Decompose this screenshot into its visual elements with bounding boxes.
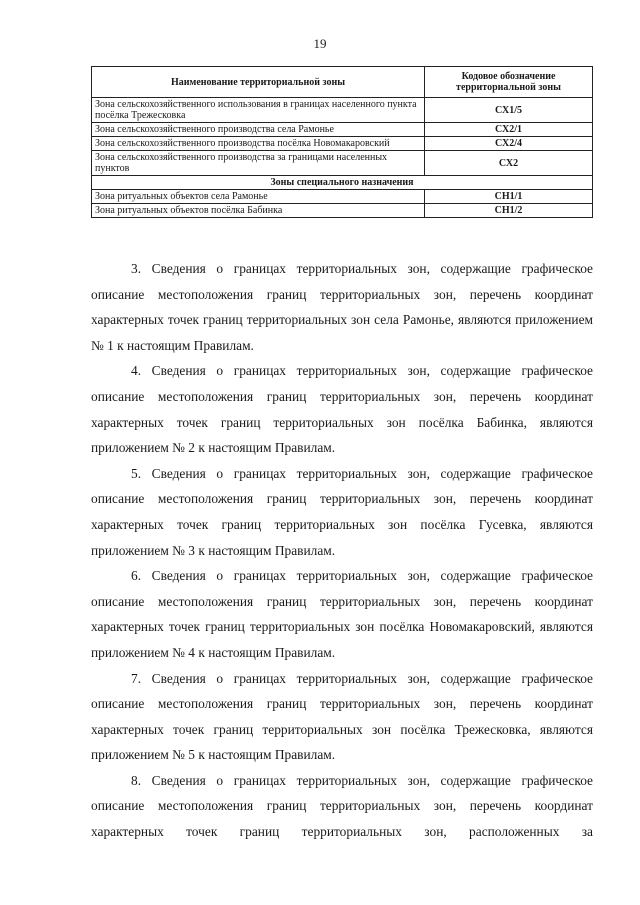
zone-code-cell: СХ1/5 [425, 98, 593, 123]
body-text [91, 256, 593, 845]
zone-code-cell: СХ2/1 [425, 123, 593, 137]
table-header-row [92, 67, 593, 98]
header-zone-name: Наименование территориальной зоны [92, 67, 425, 98]
paragraph-6: 6. Сведения о границах территориальных зон, содержащие графическое описание местоположения границ территориальных зон, перечень координат характерных точек границ территориальных зон посёлка Новомакаровский, являются приложением № 4 к настоящим Правилам. [91, 568, 593, 660]
paragraph-7: 7. Сведения о границах территориальных зон, содержащие графическое описание местоположения границ территориальных зон, перечень координат характерных точек границ территориальных зон посёлка Трежесковка, являются приложением № 5 к настоящим Правилам. [91, 670, 593, 763]
zone-code-cell: СХ2/4 [425, 137, 593, 151]
zones-table [91, 66, 593, 218]
paragraph-4: 4. Сведения о границах территориальных зон, содержащие графическое описание местоположения границ территориальных зон, перечень координат характерных точек границ территориальных зон посёлка Бабинка, являются приложением № 2 к настоящим Правилам. [91, 363, 593, 456]
table-row [92, 151, 593, 176]
table-row [92, 137, 593, 151]
table-section-row [92, 176, 593, 190]
zone-code-cell: СН1/2 [425, 204, 593, 218]
zone-name-cell: Зона сельскохозяйственного производства посёлка Новомакаровский [92, 137, 425, 151]
zone-name-cell: Зона ритуальных объектов посёлка Бабинка [92, 204, 425, 218]
header-zone-code: Кодовое обозначение территориальной зоны [425, 67, 593, 98]
zone-name-cell: Зона сельскохозяйственного производства за границами населенных пунктов [92, 151, 425, 176]
paragraph-5: 5. Сведения о границах территориальных зон, содержащие графическое описание местоположения границ территориальных зон, перечень координат характерных точек границ территориальных зон посёлка Гусевка, являются приложением № 3 к настоящим Правилам. [91, 465, 593, 558]
table-row [92, 123, 593, 137]
paragraph-3: 3. Сведения о границах территориальных зон, содержащие графическое описание местоположения границ территориальных зон, перечень координат характерных точек границ территориальных зон села Рамонье, являются приложением № 1 к настоящим Правилам. [91, 261, 593, 353]
section-heading: Зоны специального назначения [92, 176, 593, 190]
zone-code-cell: СХ2 [425, 151, 593, 176]
zone-name-cell: Зона сельскохозяйственного использования в границах населенного пункта посёлка Трежесковка [92, 98, 425, 123]
table-row [92, 204, 593, 218]
page-number: 19 [313, 36, 327, 51]
table-row [92, 98, 593, 123]
zone-name-cell: Зона сельскохозяйственного производства села Рамонье [92, 123, 425, 137]
zone-code-cell: СН1/1 [425, 190, 593, 204]
zone-name-cell: Зона ритуальных объектов села Рамонье [92, 190, 425, 204]
table-row [92, 190, 593, 204]
paragraph-8: 8. Сведения о границах территориальных зон, содержащие графическое описание местоположения границ территориальных зон, перечень координат характерных точек границ территориальных зон, расположенных за [91, 772, 593, 840]
